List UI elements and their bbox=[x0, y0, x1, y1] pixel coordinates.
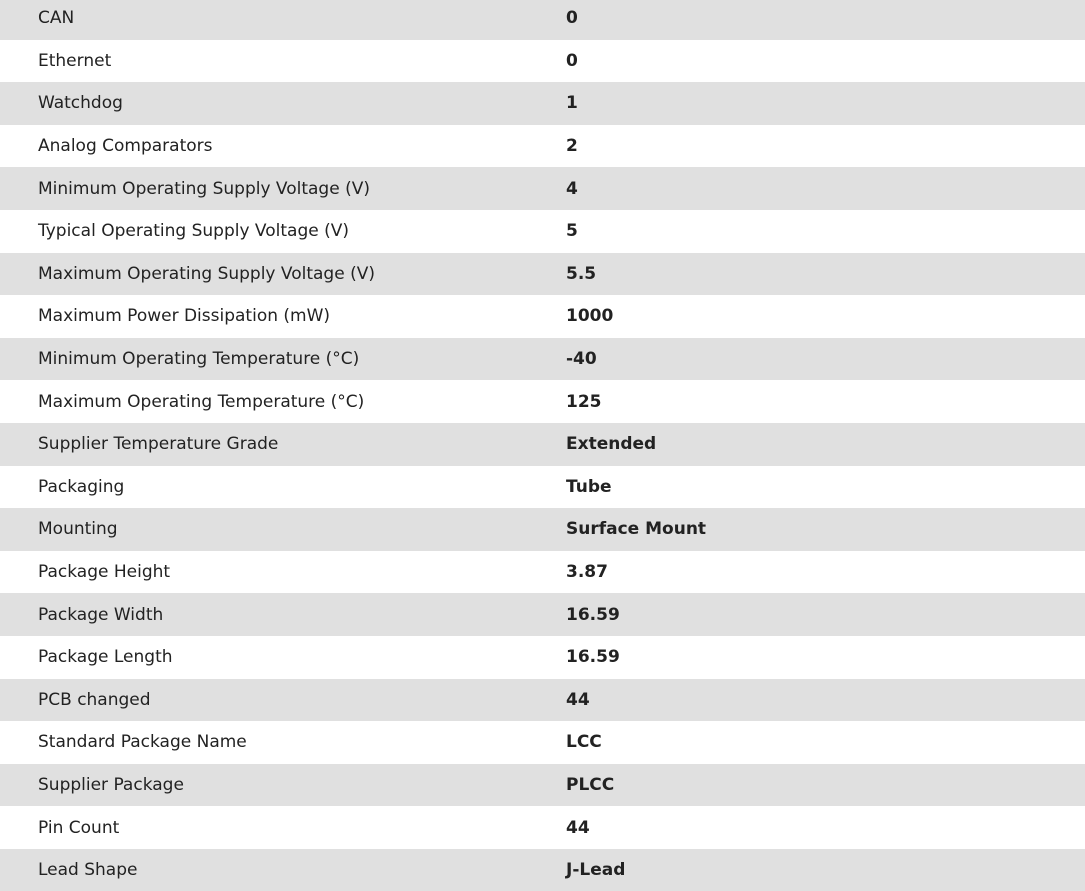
spec-value: 2 bbox=[566, 136, 578, 157]
spec-label: Packaging bbox=[38, 476, 125, 497]
spec-value: 44 bbox=[566, 689, 590, 710]
spec-row-ethernet bbox=[0, 40, 1085, 83]
spec-row-max-operating-temp bbox=[0, 380, 1085, 423]
spec-value: Tube bbox=[566, 476, 612, 497]
spec-value: 0 bbox=[566, 50, 578, 71]
spec-row-can bbox=[0, 0, 1085, 40]
spec-row-temperature-grade bbox=[0, 423, 1085, 466]
spec-row-min-supply-voltage bbox=[0, 167, 1085, 210]
spec-label: PCB changed bbox=[38, 689, 151, 710]
spec-row-pin-count bbox=[0, 806, 1085, 849]
spec-row-package-length bbox=[0, 636, 1085, 679]
spec-label: Ethernet bbox=[38, 50, 112, 71]
spec-label: Supplier Package bbox=[38, 774, 184, 795]
spec-value: 16.59 bbox=[566, 647, 620, 668]
spec-value: Extended bbox=[566, 434, 657, 455]
spec-row-package-height bbox=[0, 551, 1085, 594]
spec-value: LCC bbox=[566, 732, 602, 753]
spec-value: -40 bbox=[566, 349, 597, 370]
spec-label: Lead Shape bbox=[38, 860, 138, 881]
spec-value: J-Lead bbox=[566, 860, 626, 881]
spec-value: 3.87 bbox=[566, 562, 608, 583]
spec-value: 44 bbox=[566, 817, 590, 838]
spec-row-typ-supply-voltage bbox=[0, 210, 1085, 253]
spec-value: 4 bbox=[566, 178, 578, 199]
spec-row-package-width bbox=[0, 593, 1085, 636]
spec-row-standard-package-name bbox=[0, 721, 1085, 764]
spec-value: 16.59 bbox=[566, 604, 620, 625]
spec-label: Maximum Power Dissipation (mW) bbox=[38, 306, 331, 327]
spec-label: Supplier Temperature Grade bbox=[38, 434, 279, 455]
spec-value: 0 bbox=[566, 8, 578, 29]
spec-value: 5 bbox=[566, 221, 578, 242]
spec-row-pcb-changed bbox=[0, 679, 1085, 722]
spec-label: Package Width bbox=[38, 604, 164, 625]
spec-value: 5.5 bbox=[566, 263, 597, 284]
spec-value: 125 bbox=[566, 391, 602, 412]
spec-row-max-supply-voltage bbox=[0, 253, 1085, 296]
spec-label: Maximum Operating Supply Voltage (V) bbox=[38, 263, 375, 284]
spec-row-mounting bbox=[0, 508, 1085, 551]
spec-row-lead-shape bbox=[0, 849, 1085, 891]
spec-label: Analog Comparators bbox=[38, 136, 213, 157]
spec-label: Pin Count bbox=[38, 817, 120, 838]
spec-label: Minimum Operating Supply Voltage (V) bbox=[38, 178, 370, 199]
spec-value: Surface Mount bbox=[566, 519, 707, 540]
spec-label: Standard Package Name bbox=[38, 732, 247, 753]
spec-row-watchdog bbox=[0, 82, 1085, 125]
spec-label: Minimum Operating Temperature (°C) bbox=[38, 349, 360, 370]
spec-row-packaging bbox=[0, 466, 1085, 509]
spec-label: Maximum Operating Temperature (°C) bbox=[38, 391, 365, 412]
spec-value: PLCC bbox=[566, 774, 615, 795]
spec-row-supplier-package bbox=[0, 764, 1085, 807]
spec-value: 1000 bbox=[566, 306, 614, 327]
spec-row-min-operating-temp bbox=[0, 338, 1085, 381]
spec-value: 1 bbox=[566, 93, 578, 114]
spec-label: Typical Operating Supply Voltage (V) bbox=[38, 221, 349, 242]
spec-label: Watchdog bbox=[38, 93, 123, 114]
spec-label: Package Height bbox=[38, 562, 171, 583]
spec-label: Package Length bbox=[38, 647, 173, 668]
spec-row-max-power-dissipation bbox=[0, 295, 1085, 338]
spec-label: CAN bbox=[38, 8, 75, 29]
spec-label: Mounting bbox=[38, 519, 118, 540]
spec-row-analog-comparators bbox=[0, 125, 1085, 168]
